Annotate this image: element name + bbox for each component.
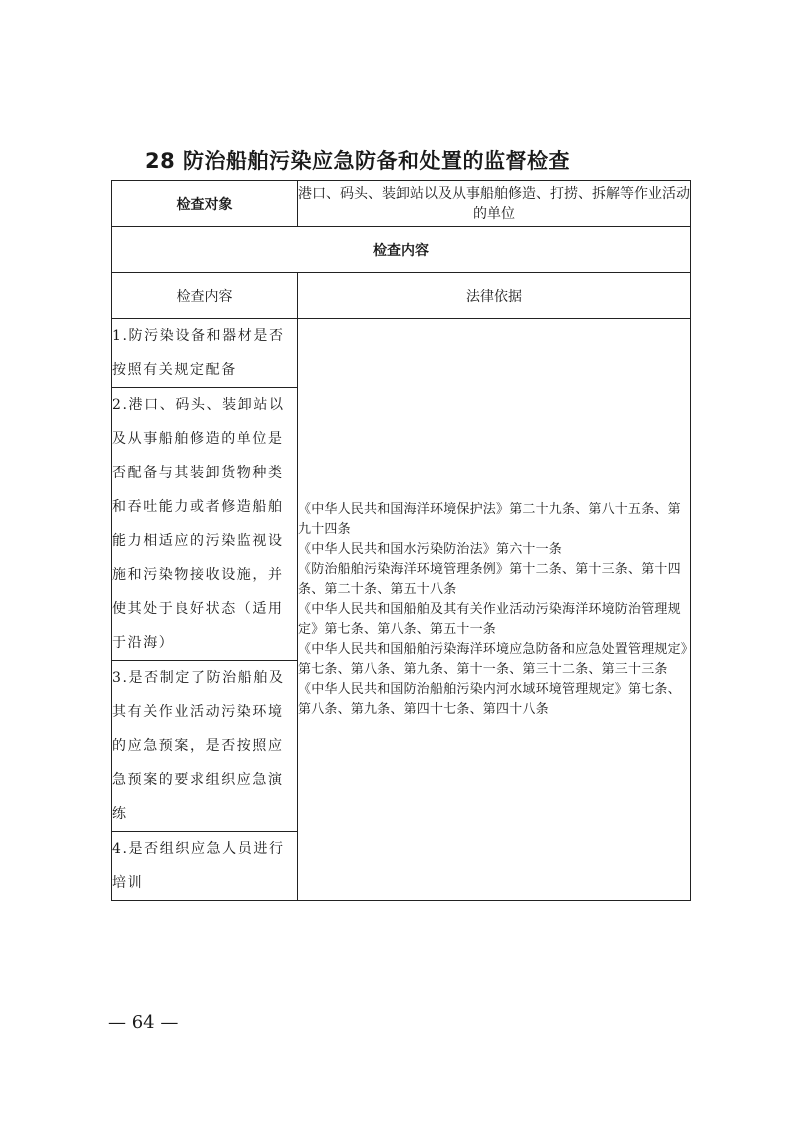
legal-basis-entry: 《防治船舶污染海洋环境管理条例》第十二条、第十三条、第十四条、第二十条、第五十八条 bbox=[298, 561, 681, 597]
legal-basis-entry: 《中华人民共和国船舶及其有关作业活动污染海洋环境防治管理规定》第七条、第八条、第五十一条 bbox=[298, 601, 681, 637]
inspection-item: 1.防污染设备和器材是否按照有关规定配备 bbox=[112, 319, 298, 388]
inspection-item: 2.港口、码头、装卸站以及从事船舶修造的单位是否配备与其装卸货物种类和吞吐能力或者修造船舶能力相适应的污染监视设施和污染物接收设施，并使其处于良好状态（适用于沿海） bbox=[112, 388, 298, 661]
legal-basis-entry: 《中华人民共和国水污染防治法》第六十一条 bbox=[298, 541, 563, 557]
document-title: 28 防治船舶污染应急防备和处置的监督检查 bbox=[145, 149, 571, 173]
legal-basis-entry: 《中华人民共和国海洋环境保护法》第二十九条、第八十五条、第九十四条 bbox=[298, 501, 681, 537]
section-heading-row bbox=[112, 227, 691, 273]
object-label: 检查对象 bbox=[112, 181, 298, 227]
column-header-row bbox=[112, 273, 691, 319]
legal-basis-entry: 《中华人民共和国船舶污染海洋环境应急防备和应急处置管理规定》第七条、第八条、第九条、第十一条、第三十二条、第三十三条 bbox=[298, 641, 688, 677]
legal-basis-entry: 《中华人民共和国防治船舶污染内河水域环境管理规定》第七条、第八条、第九条、第四十七条、第四十八条 bbox=[298, 681, 681, 717]
object-row bbox=[112, 181, 691, 227]
page-number: — 64 — bbox=[108, 1012, 179, 1033]
legal-basis-cell bbox=[298, 319, 691, 901]
column-header-content: 检查内容 bbox=[112, 273, 298, 319]
table-row bbox=[112, 319, 691, 388]
column-header-basis: 法律依据 bbox=[298, 273, 691, 319]
object-value: 港口、码头、装卸站以及从事船舶修造、打捞、拆解等作业活动的单位 bbox=[298, 181, 691, 227]
inspection-item: 4.是否组织应急人员进行培训 bbox=[112, 832, 298, 901]
section-heading: 检查内容 bbox=[112, 227, 691, 273]
inspection-item: 3.是否制定了防治船舶及其有关作业活动污染环境的应急预案，是否按照应急预案的要求组织应急演练 bbox=[112, 661, 298, 832]
inspection-table bbox=[111, 180, 691, 901]
